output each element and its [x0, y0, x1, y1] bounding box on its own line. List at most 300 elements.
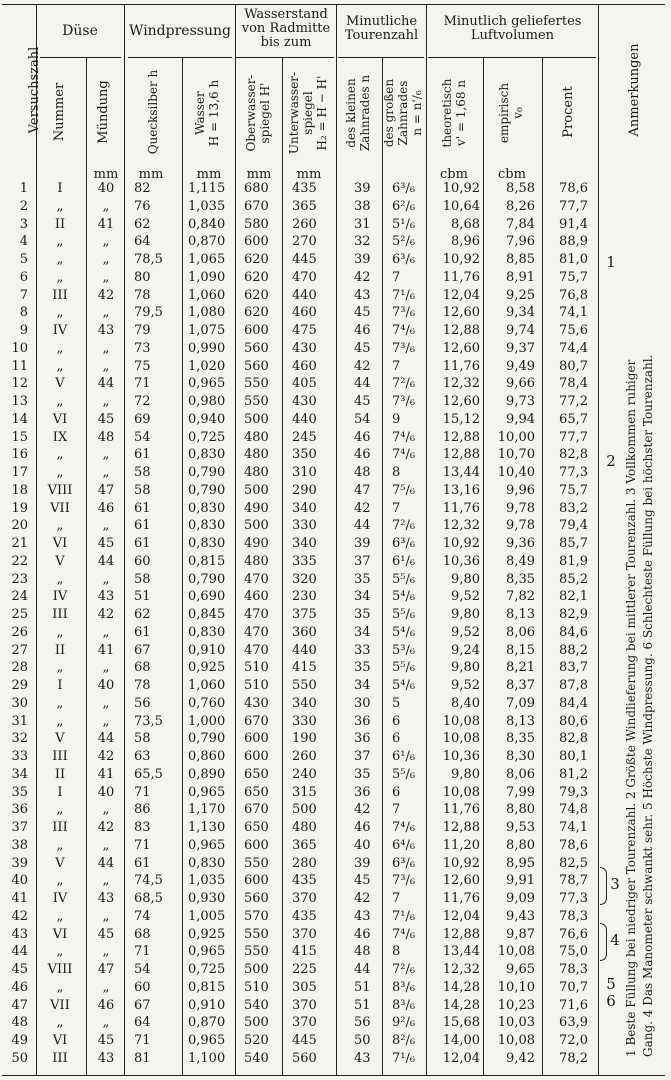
- cell-procent: 85,7: [559, 536, 588, 551]
- cell-procent: 80,1: [559, 749, 588, 764]
- cell-grossen: 5¹/₆: [392, 216, 416, 232]
- cell-procent: 70,7: [559, 979, 588, 995]
- col-rule: [235, 4, 236, 1075]
- cell-wasser: 1,000: [188, 713, 226, 729]
- cell-theoretisch: 11,20: [442, 837, 480, 853]
- cell-theoretisch: 9,52: [451, 589, 480, 605]
- cell-oberwasser: 620: [244, 305, 269, 321]
- cell-quecksilber: 63: [134, 749, 151, 764]
- cell-quecksilber: 58: [134, 482, 151, 498]
- cell-wasser: 0,870: [188, 1015, 226, 1031]
- cell-muendung: 44: [97, 731, 115, 747]
- cell-unterwasser: 480: [292, 820, 317, 835]
- cell-muendung: „: [102, 1015, 110, 1031]
- cell-muendung: 48: [97, 429, 115, 445]
- cell-quecksilber: 75: [134, 358, 151, 374]
- cell-muendung: „: [102, 571, 110, 587]
- cell-procent: 77,2: [559, 394, 588, 409]
- cell-quecksilber: 60: [134, 553, 151, 569]
- cell-nummer: III: [52, 607, 68, 622]
- cell-procent: 77,7: [559, 429, 588, 445]
- cell-theoretisch: 12,88: [442, 820, 480, 835]
- luftvolumen-header: [427, 15, 598, 43]
- cell-oberwasser: 570: [244, 908, 269, 924]
- cell-oberwasser: 580: [244, 216, 269, 232]
- col-rule: [382, 57, 383, 1075]
- cell-theoretisch: 12,32: [442, 962, 480, 977]
- cell-empirisch: 10,08: [497, 1033, 535, 1048]
- cell-empirisch: 8,58: [506, 181, 535, 196]
- cell-theoretisch: 13,44: [442, 465, 480, 480]
- cell-kleinen: 36: [354, 731, 371, 747]
- cell-empirisch: 10,08: [497, 944, 535, 960]
- cell-procent: 63,9: [559, 1015, 588, 1031]
- cell-wasser: 1,130: [188, 820, 226, 835]
- cell-unterwasser: 415: [292, 660, 317, 676]
- cell-wasser: 0,965: [188, 944, 226, 960]
- cell-wasser: 0,830: [188, 518, 226, 534]
- cell-versuch: 26: [11, 624, 28, 640]
- cell-procent: 78,3: [559, 908, 588, 924]
- cell-unterwasser: 445: [292, 1033, 317, 1048]
- cell-wasser: 0,990: [188, 340, 226, 356]
- cell-quecksilber: 83: [134, 820, 151, 835]
- cell-versuch: 1: [19, 181, 28, 196]
- cell-versuch: 42: [11, 908, 28, 924]
- cell-empirisch: 8,35: [506, 571, 535, 587]
- cell-quecksilber: 81: [134, 1050, 151, 1066]
- cell-oberwasser: 600: [244, 323, 269, 338]
- cell-theoretisch: 10,92: [442, 252, 480, 267]
- cell-empirisch: 9,78: [506, 518, 535, 534]
- cell-versuch: 50: [11, 1050, 28, 1066]
- cell-theoretisch: 8,96: [451, 234, 480, 250]
- cell-empirisch: 8,35: [506, 731, 535, 747]
- cell-procent: 74,1: [559, 305, 588, 321]
- cell-empirisch: 9,43: [506, 908, 535, 924]
- cell-kleinen: 42: [354, 802, 371, 818]
- cell-muendung: „: [102, 979, 110, 995]
- cell-empirisch: 8,49: [506, 553, 535, 569]
- cell-theoretisch: 13,44: [442, 944, 480, 960]
- cell-empirisch: 7,99: [506, 784, 535, 800]
- cell-theoretisch: 12,32: [442, 518, 480, 534]
- cell-versuch: 13: [11, 394, 28, 409]
- cell-versuch: 40: [11, 873, 28, 889]
- cell-procent: 82,9: [559, 607, 588, 622]
- cell-grossen: 8: [392, 944, 401, 960]
- cell-grossen: 7³/₆: [392, 394, 416, 409]
- cell-theoretisch: 12,60: [442, 340, 480, 356]
- cell-wasser: 0,790: [188, 571, 226, 587]
- theoretisch-header: [440, 63, 470, 163]
- cell-versuch: 24: [11, 589, 28, 605]
- cell-quecksilber: 69: [134, 411, 151, 427]
- bracket-4: [600, 923, 607, 961]
- cell-wasser: 1,020: [188, 358, 226, 374]
- cell-oberwasser: 470: [244, 642, 269, 658]
- cell-oberwasser: 670: [244, 802, 269, 818]
- cell-grossen: 6¹/₆: [392, 553, 416, 569]
- cell-grossen: 8³/₆: [392, 979, 416, 995]
- wasserstand-header: [236, 8, 336, 50]
- cell-versuch: 33: [11, 749, 28, 764]
- cell-oberwasser: 550: [244, 855, 269, 871]
- cell-versuch: 43: [11, 926, 28, 942]
- cell-kleinen: 56: [354, 1015, 371, 1031]
- cell-procent: 77,3: [559, 465, 588, 480]
- cell-empirisch: 7,84: [506, 216, 535, 232]
- cell-kleinen: 37: [354, 553, 371, 569]
- cell-nummer: I: [57, 784, 63, 800]
- cell-nummer: „: [56, 394, 64, 409]
- cell-muendung: „: [102, 358, 110, 374]
- cell-procent: 65,7: [559, 411, 588, 427]
- cell-wasser: 0,725: [188, 429, 226, 445]
- cell-grossen: 7¹/₆: [392, 1050, 416, 1066]
- cell-procent: 81,9: [559, 553, 588, 569]
- duese-header: Düse: [62, 23, 98, 39]
- cell-oberwasser: 500: [244, 962, 269, 977]
- cell-empirisch: 8,15: [506, 642, 535, 658]
- cell-procent: 77,7: [559, 198, 588, 214]
- cell-versuch: 8: [19, 305, 28, 321]
- cell-versuch: 32: [11, 731, 28, 747]
- cell-empirisch: 10,10: [497, 979, 535, 995]
- cell-oberwasser: 470: [244, 607, 269, 622]
- cell-muendung: 46: [97, 500, 115, 516]
- cell-theoretisch: 10,36: [442, 749, 480, 764]
- kleinen-line: des kleinen: [344, 78, 358, 148]
- cell-empirisch: 10,23: [497, 997, 535, 1013]
- cell-muendung: „: [102, 802, 110, 818]
- cell-quecksilber: 82: [134, 181, 151, 196]
- cell-oberwasser: 650: [244, 784, 269, 800]
- cell-versuch: 15: [11, 429, 28, 445]
- cell-kleinen: 35: [354, 571, 371, 587]
- unterwasser-line: spiegel: [301, 91, 315, 135]
- cell-quecksilber: 76: [134, 198, 151, 214]
- unterwasser-header: [287, 63, 331, 163]
- cell-empirisch: 9,37: [506, 340, 535, 356]
- cell-procent: 78,4: [559, 376, 588, 392]
- cell-nummer: „: [56, 660, 64, 676]
- cell-wasser: 1,035: [188, 873, 226, 889]
- cell-grossen: 7³/₆: [392, 305, 416, 321]
- cell-nummer: „: [56, 571, 64, 587]
- cell-wasser: 0,790: [188, 465, 226, 480]
- cell-procent: 75,6: [559, 323, 588, 338]
- cell-versuch: 45: [11, 962, 28, 977]
- cell-theoretisch: 12,32: [442, 376, 480, 392]
- grossen-line: n = n'/₆: [410, 90, 424, 136]
- footnote-line: Gang. 4 Das Manometer schwankt sehr. 5 Höchste Windpressung. 6 Schlechteste Füllung bei höchster Tourenzahl.: [641, 354, 655, 1057]
- cell-oberwasser: 670: [244, 713, 269, 729]
- cell-procent: 79,4: [559, 518, 588, 534]
- cell-oberwasser: 620: [244, 269, 269, 285]
- cell-nummer: „: [56, 340, 64, 356]
- cell-wasser: 1,060: [188, 287, 226, 303]
- cell-quecksilber: 72: [134, 394, 151, 409]
- quecksilber-header: Quecksilber h: [146, 69, 160, 155]
- cell-quecksilber: 67: [134, 642, 151, 658]
- cell-kleinen: 34: [354, 624, 371, 640]
- cell-grossen: 7¹/₆: [392, 908, 416, 924]
- cell-kleinen: 34: [354, 589, 371, 605]
- cell-quecksilber: 68,5: [134, 891, 163, 906]
- cell-empirisch: 10,40: [497, 465, 535, 480]
- cell-oberwasser: 620: [244, 252, 269, 267]
- cell-versuch: 44: [11, 944, 28, 960]
- cell-versuch: 11: [11, 358, 28, 374]
- cell-kleinen: 37: [354, 749, 371, 764]
- unit-quecksilber: mm: [138, 167, 164, 182]
- cell-grossen: 7⁴/₆: [392, 323, 416, 338]
- cell-versuch: 35: [11, 784, 28, 800]
- cell-theoretisch: 12,88: [442, 447, 480, 463]
- cell-unterwasser: 190: [292, 731, 317, 747]
- col-rule: [124, 4, 125, 1075]
- cell-unterwasser: 445: [292, 252, 317, 267]
- grossen-line: des großen: [382, 78, 396, 148]
- cell-versuch: 29: [11, 678, 28, 693]
- cell-kleinen: 40: [354, 837, 371, 853]
- cell-theoretisch: 13,16: [442, 482, 480, 498]
- cell-nummer: III: [52, 749, 68, 764]
- cell-theoretisch: 9,80: [451, 607, 480, 622]
- cell-empirisch: 9,96: [506, 482, 535, 498]
- cell-nummer: „: [56, 252, 64, 267]
- cell-versuch: 38: [11, 837, 28, 853]
- cell-versuch: 39: [11, 855, 28, 871]
- cell-muendung: „: [102, 695, 110, 711]
- cell-quecksilber: 71: [134, 944, 151, 960]
- oberwasser-header: [244, 63, 274, 163]
- cell-kleinen: 39: [354, 181, 371, 196]
- cell-muendung: 40: [97, 784, 115, 800]
- cell-kleinen: 42: [354, 269, 371, 285]
- annotation-6: 6: [606, 992, 616, 1010]
- cell-kleinen: 32: [354, 234, 371, 250]
- cell-nummer: „: [56, 518, 64, 534]
- cell-procent: 74,1: [559, 820, 588, 835]
- cell-wasser: 0,925: [188, 926, 226, 942]
- cell-procent: 71,6: [559, 997, 588, 1013]
- cell-versuch: 23: [11, 571, 28, 587]
- cell-kleinen: 47: [354, 482, 371, 498]
- cell-quecksilber: 71: [134, 837, 151, 853]
- wasser-header: [193, 63, 223, 163]
- cell-procent: 78,6: [559, 181, 588, 196]
- cell-versuch: 19: [11, 500, 28, 516]
- cell-unterwasser: 440: [292, 287, 317, 303]
- cell-procent: 85,2: [559, 571, 588, 587]
- cell-empirisch: 9,73: [506, 394, 535, 409]
- cell-theoretisch: 9,52: [451, 678, 480, 693]
- cell-nummer: V: [55, 376, 65, 392]
- cell-nummer: IX: [52, 429, 68, 445]
- cell-muendung: 46: [97, 997, 115, 1013]
- cell-quecksilber: 58: [134, 731, 151, 747]
- cell-kleinen: 46: [354, 429, 371, 445]
- cell-oberwasser: 540: [244, 1050, 269, 1066]
- cell-muendung: 45: [97, 411, 115, 427]
- annotation-3: 3: [610, 875, 620, 893]
- cell-versuch: 22: [11, 553, 28, 569]
- cell-procent: 78,7: [559, 873, 588, 889]
- cell-oberwasser: 500: [244, 482, 269, 498]
- cell-versuch: 48: [11, 1015, 28, 1031]
- cell-procent: 83,7: [559, 660, 588, 676]
- cell-quecksilber: 56: [134, 695, 151, 711]
- unit-oberwasser: mm: [246, 167, 272, 182]
- cell-empirisch: 9,53: [506, 820, 535, 835]
- cell-muendung: „: [102, 944, 110, 960]
- annotation-5: 5: [606, 975, 616, 993]
- cell-quecksilber: 74,5: [134, 873, 163, 889]
- cell-grossen: 7⁴/₆: [392, 447, 416, 463]
- cell-versuch: 7: [19, 287, 28, 303]
- cell-nummer: VI: [52, 926, 68, 942]
- cell-versuch: 3: [19, 216, 28, 232]
- cell-versuch: 12: [11, 376, 28, 392]
- cell-quecksilber: 68: [134, 660, 151, 676]
- cell-wasser: 1,035: [188, 198, 226, 214]
- cell-oberwasser: 560: [244, 891, 269, 906]
- luftvolumen-line: Luftvolumen: [470, 28, 555, 43]
- cell-wasser: 0,830: [188, 500, 226, 516]
- cell-quecksilber: 80: [134, 269, 151, 285]
- cell-grossen: 5⁵/₆: [392, 766, 416, 782]
- col-rule: [426, 4, 427, 1075]
- cell-kleinen: 31: [354, 216, 371, 232]
- cell-quecksilber: 65,5: [134, 766, 163, 782]
- cell-empirisch: 9,49: [506, 358, 535, 374]
- cell-theoretisch: 9,80: [451, 660, 480, 676]
- cell-wasser: 0,845: [188, 607, 226, 622]
- cell-procent: 75,7: [559, 482, 588, 498]
- cell-empirisch: 10,00: [497, 429, 535, 445]
- cell-quecksilber: 58: [134, 465, 151, 480]
- cell-quecksilber: 79: [134, 323, 151, 338]
- cell-wasser: 0,830: [188, 447, 226, 463]
- cell-oberwasser: 550: [244, 944, 269, 960]
- cell-grossen: 5: [392, 695, 401, 711]
- annotation-4: 4: [610, 931, 620, 949]
- cell-versuch: 31: [11, 713, 28, 729]
- cell-versuch: 27: [11, 642, 28, 658]
- cell-empirisch: 8,80: [506, 802, 535, 818]
- cell-procent: 82,5: [559, 855, 588, 871]
- cell-grossen: 8²/₆: [392, 1033, 416, 1048]
- cell-quecksilber: 71: [134, 784, 151, 800]
- cell-muendung: 41: [97, 216, 115, 232]
- cell-theoretisch: 11,76: [442, 269, 480, 285]
- cell-grossen: 6³/₆: [392, 252, 416, 267]
- cell-procent: 78,6: [559, 837, 588, 853]
- cell-muendung: 44: [97, 376, 115, 392]
- cell-wasser: 1,090: [188, 269, 226, 285]
- cell-empirisch: 8,80: [506, 837, 535, 853]
- cell-theoretisch: 15,12: [442, 411, 480, 427]
- cell-theoretisch: 9,80: [451, 766, 480, 782]
- unit-empirisch: cbm: [498, 167, 526, 182]
- cell-versuch: 36: [11, 802, 28, 818]
- bracket-3: [600, 867, 607, 905]
- cell-theoretisch: 10,92: [442, 536, 480, 551]
- cell-empirisch: 7,09: [506, 695, 535, 711]
- cell-nummer: VI: [52, 411, 68, 427]
- cell-wasser: 1,005: [188, 908, 226, 924]
- tourenzahl-subrule: [338, 57, 424, 58]
- cell-oberwasser: 500: [244, 411, 269, 427]
- cell-versuch: 46: [11, 979, 28, 995]
- cell-kleinen: 50: [354, 1033, 371, 1048]
- cell-wasser: 0,870: [188, 234, 226, 250]
- cell-oberwasser: 470: [244, 571, 269, 587]
- cell-nummer: „: [56, 465, 64, 480]
- cell-kleinen: 42: [354, 358, 371, 374]
- cell-wasser: 0,910: [188, 997, 226, 1013]
- bottom-rule: [2, 1075, 665, 1076]
- cell-unterwasser: 280: [292, 855, 317, 871]
- cell-oberwasser: 480: [244, 553, 269, 569]
- top-rule: [2, 4, 665, 5]
- cell-kleinen: 36: [354, 713, 371, 729]
- cell-nummer: VIII: [47, 482, 73, 498]
- cell-unterwasser: 475: [292, 323, 317, 338]
- cell-grossen: 7¹/₆: [392, 287, 416, 303]
- cell-versuch: 25: [11, 607, 28, 622]
- cell-theoretisch: 8,40: [451, 695, 480, 711]
- cell-empirisch: 9,87: [506, 926, 535, 942]
- cell-grossen: 7²/₆: [392, 376, 416, 392]
- cell-procent: 75,7: [559, 269, 588, 285]
- cell-kleinen: 46: [354, 323, 371, 338]
- cell-nummer: III: [52, 1050, 68, 1066]
- cell-procent: 78,3: [559, 962, 588, 977]
- cell-theoretisch: 12,60: [442, 873, 480, 889]
- cell-oberwasser: 460: [244, 589, 269, 605]
- cell-procent: 80,6: [559, 713, 588, 729]
- cell-grossen: 6²/₆: [392, 198, 416, 214]
- cell-kleinen: 46: [354, 820, 371, 835]
- cell-unterwasser: 440: [292, 411, 317, 427]
- cell-muendung: „: [102, 837, 110, 853]
- cell-theoretisch: 10,92: [442, 855, 480, 871]
- cell-grossen: 7²/₆: [392, 518, 416, 534]
- cell-wasser: 0,965: [188, 837, 226, 853]
- cell-oberwasser: 470: [244, 624, 269, 640]
- cell-kleinen: 34: [354, 678, 371, 693]
- wasserstand-subrule: [236, 57, 334, 58]
- unit-wasser: mm: [196, 167, 222, 182]
- cell-wasser: 1,060: [188, 678, 226, 693]
- cell-versuch: 6: [19, 269, 28, 285]
- cell-theoretisch: 10,08: [442, 713, 480, 729]
- cell-versuch: 28: [11, 660, 28, 676]
- cell-procent: 76,6: [559, 926, 588, 942]
- windpressung-header: Windpressung: [129, 23, 231, 39]
- cell-muendung: 45: [97, 536, 115, 551]
- cell-nummer: „: [56, 447, 64, 463]
- cell-muendung: „: [102, 660, 110, 676]
- cell-procent: 75,0: [559, 944, 588, 960]
- cell-theoretisch: 14,00: [442, 1033, 480, 1048]
- cell-theoretisch: 10,36: [442, 553, 480, 569]
- cell-unterwasser: 330: [292, 518, 317, 534]
- cell-unterwasser: 290: [292, 482, 317, 498]
